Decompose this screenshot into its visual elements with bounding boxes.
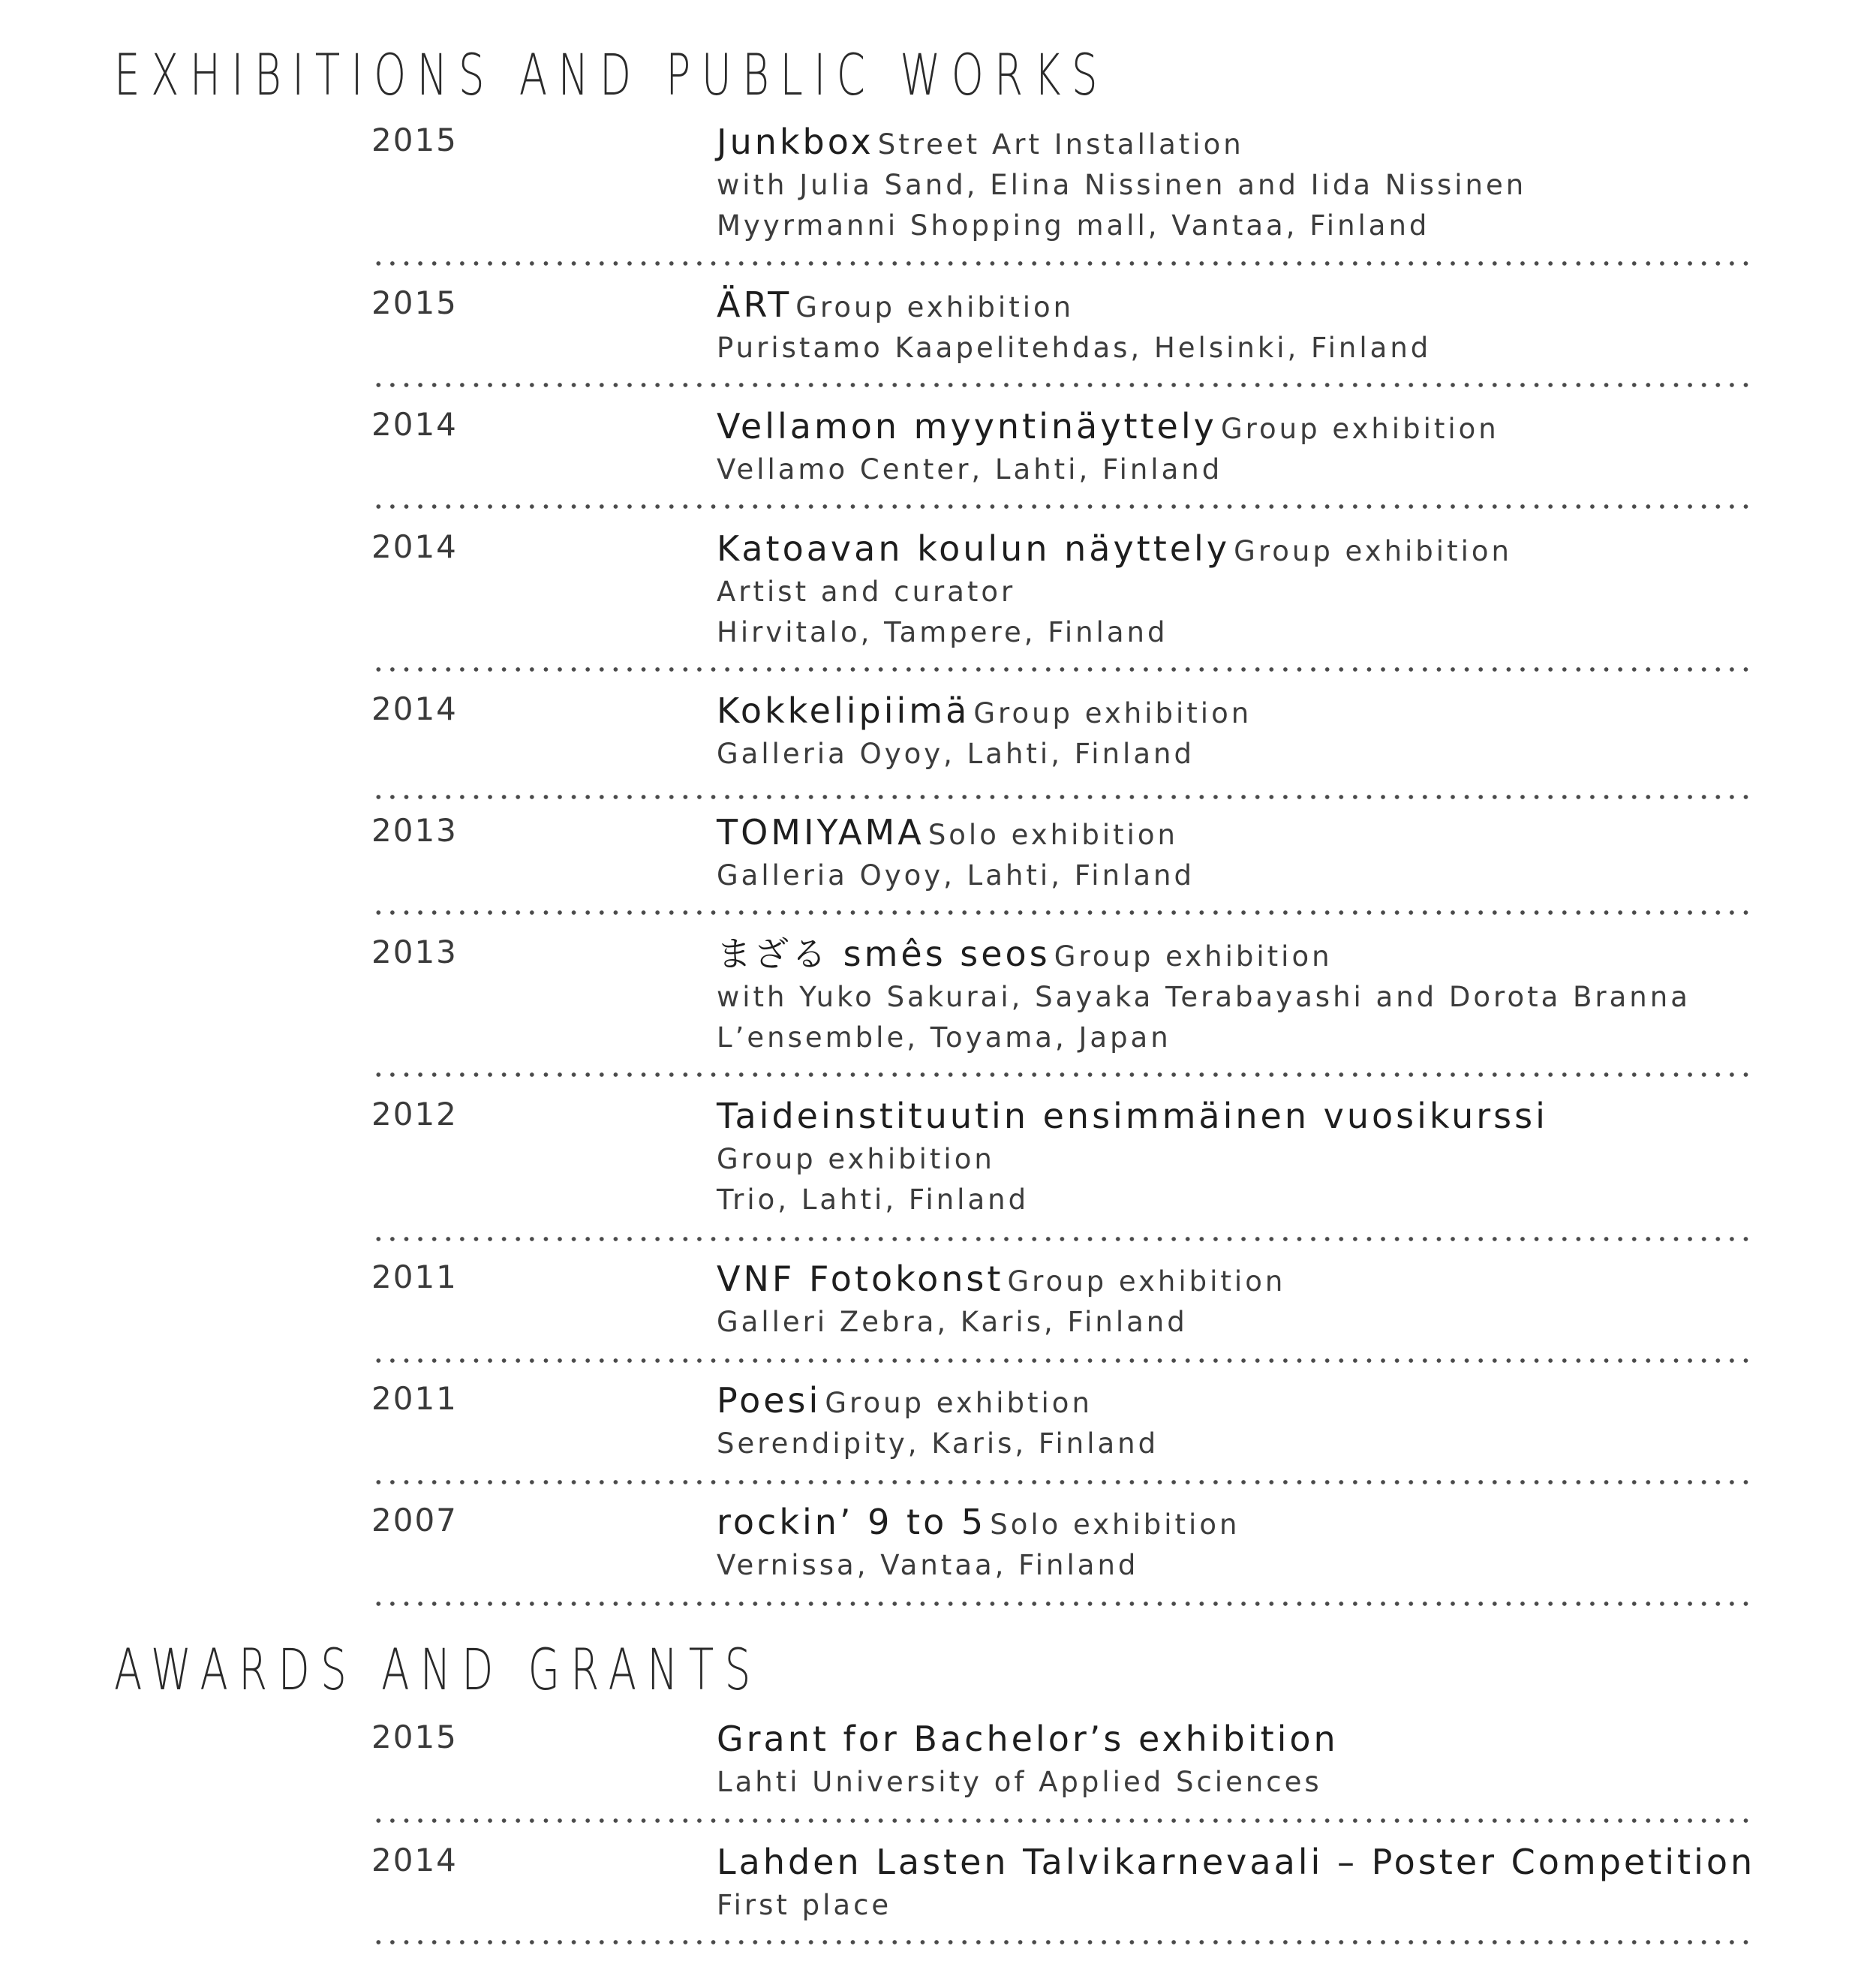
entry-title: rockin’ 9 to 5 — [717, 1502, 987, 1542]
entry-title: Katoavan koulun näyttely — [717, 528, 1231, 569]
entry-body — [717, 1840, 1767, 1926]
entry-title: Lahden Lasten Talvikarnevaali – Poster Competition — [717, 1842, 1756, 1882]
entry-detail: Vellamo Center, Lahti, Finland — [717, 453, 1223, 486]
entry-body — [717, 811, 1767, 896]
entry-body — [717, 1094, 1767, 1220]
dotted-separator — [371, 909, 1756, 916]
entry-year: 2011 — [371, 1259, 458, 1295]
entry-title: Vellamon myyntinäyttely — [717, 406, 1217, 447]
entry-type: Street Art Installation — [877, 128, 1244, 161]
entry-year: 2014 — [371, 406, 458, 443]
entry-detail: with Julia Sand, Elina Nissinen and Iida Nissinen — [717, 168, 1527, 201]
entry-body — [717, 932, 1767, 1058]
entry-detail: Artist and curator — [717, 575, 1016, 608]
entry-type: Group exhibition — [1007, 1265, 1286, 1298]
entry-detail: L’ensemble, Toyama, Japan — [717, 1021, 1171, 1054]
entry-year: 2015 — [371, 1719, 458, 1755]
entry-body — [717, 689, 1767, 774]
entry-body — [717, 405, 1767, 490]
entry-detail: Vernissa, Vantaa, Finland — [717, 1548, 1139, 1581]
entry-title: ÄRT — [717, 284, 792, 325]
dotted-separator — [371, 381, 1756, 389]
dotted-separator — [371, 1235, 1756, 1243]
entry-year: 2007 — [371, 1502, 458, 1538]
entry-detail: Group exhibition — [717, 1142, 995, 1175]
entry-body — [717, 283, 1767, 368]
entry-type: Solo exhibition — [927, 819, 1178, 851]
dotted-separator — [371, 1600, 1756, 1608]
entry-detail: Hirvitalo, Tampere, Finland — [717, 615, 1168, 648]
entry-title: Kokkelipiimä — [717, 690, 970, 731]
entry-detail: Galleria Oyoy, Lahti, Finland — [717, 859, 1195, 892]
entry-type: Group exhibition — [1054, 940, 1333, 973]
dotted-separator — [371, 1071, 1756, 1078]
entry-year: 2012 — [371, 1096, 458, 1132]
entry-title: Poesi — [717, 1380, 822, 1421]
entry-detail: Myyrmanni Shopping mall, Vantaa, Finland — [717, 209, 1430, 242]
dotted-separator — [371, 503, 1756, 510]
entry-body — [717, 527, 1767, 653]
dotted-separator — [371, 1478, 1756, 1486]
entry-detail: Lahti University of Applied Sciences — [717, 1765, 1322, 1798]
entry-type: Group exhibtion — [825, 1387, 1093, 1419]
entry-detail: with Yuko Sakurai, Sayaka Terabayashi and Dorota Branna — [717, 980, 1691, 1013]
dotted-separator — [371, 793, 1756, 801]
section-title-awards: AWARDS AND GRANTS — [114, 1636, 762, 1703]
entry-detail: Galleri Zebra, Karis, Finland — [717, 1305, 1188, 1338]
entry-year: 2015 — [371, 284, 458, 321]
entry-type: Group exhibition — [973, 697, 1252, 729]
dotted-separator — [371, 1817, 1756, 1824]
dotted-separator — [371, 1938, 1756, 1946]
entry-year: 2013 — [371, 934, 458, 970]
entry-type: Group exhibition — [1220, 413, 1499, 445]
entry-title: TOMIYAMA — [717, 812, 924, 853]
entry-detail: First place — [717, 1888, 892, 1921]
entry-detail: Trio, Lahti, Finland — [717, 1183, 1030, 1216]
entry-title: Grant for Bachelor’s exhibition — [717, 1719, 1339, 1759]
entry-body — [717, 1500, 1767, 1586]
entry-title: Taideinstituutin ensimmäinen vuosikurssi — [717, 1096, 1548, 1136]
section-title-exhibitions: EXHIBITIONS AND PUBLIC WORKS — [114, 41, 1109, 108]
entry-year: 2011 — [371, 1380, 458, 1417]
dotted-separator — [371, 666, 1756, 673]
entry-type: Group exhibition — [1234, 535, 1512, 567]
entry-year: 2014 — [371, 528, 458, 565]
entry-year: 2013 — [371, 812, 458, 849]
entry-body — [717, 1717, 1767, 1803]
entry-detail: Puristamo Kaapelitehdas, Helsinki, Finland — [717, 331, 1432, 364]
entry-detail: Galleria Oyoy, Lahti, Finland — [717, 737, 1195, 770]
entry-year: 2014 — [371, 690, 458, 727]
entry-type: Group exhibition — [795, 291, 1075, 323]
entry-type: Solo exhibition — [990, 1508, 1240, 1541]
entry-title: VNF Fotokonst — [717, 1259, 1004, 1299]
entry-title: Junkbox — [717, 122, 874, 162]
entry-body — [717, 1257, 1767, 1343]
entry-year: 2015 — [371, 122, 458, 158]
entry-body — [717, 1379, 1767, 1464]
entry-year: 2014 — [371, 1842, 458, 1878]
dotted-separator — [371, 1357, 1756, 1364]
entry-detail: Serendipity, Karis, Finland — [717, 1427, 1159, 1460]
entry-title: まざる smês seos — [717, 934, 1051, 974]
dotted-separator — [371, 260, 1756, 267]
entry-body — [717, 120, 1767, 246]
